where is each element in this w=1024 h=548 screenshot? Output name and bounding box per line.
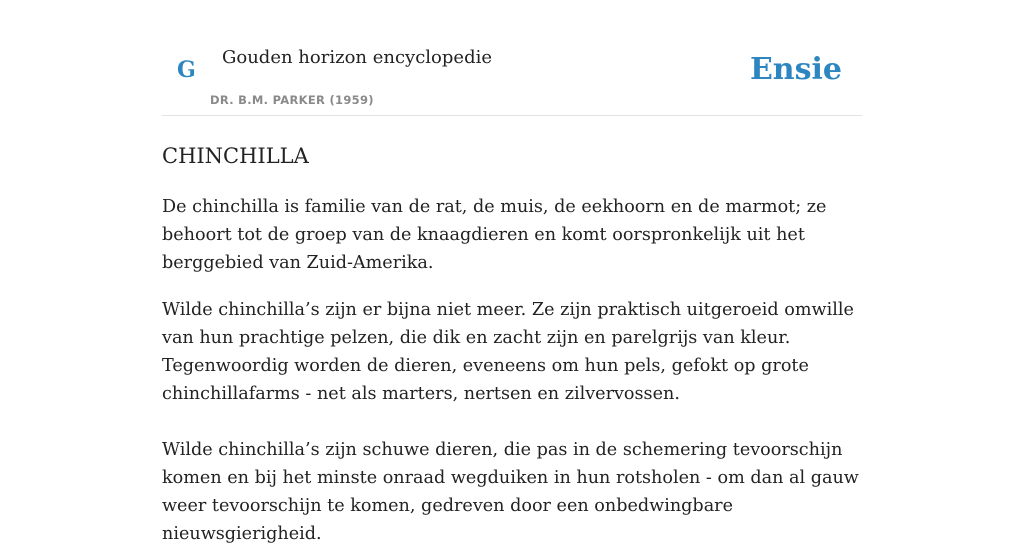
paragraph-1: De chinchilla is familie van de rat, de muis, de eekhoorn en de marmot; ze behoort tot de groep van de knaagdieren en komt oorspronkelijk uit het berggebied van Zuid-Amerika. [162, 197, 827, 273]
paragraph-2: Wilde chinchilla’s zijn er bijna niet meer. Ze zijn praktisch uitgeroeid omwille van hun prachtige pelzen, die dik en zacht zijn en parelgrijs van kleur. Tegenwoordig worden de dieren, eveneens om hun pels, gefokt op grote chinchillafarms - net als marters, nertsen en zilvervossen. [162, 300, 854, 404]
article-body [162, 193, 862, 548]
header [162, 0, 862, 116]
source-logo[interactable]: G [177, 57, 196, 83]
entry-title: CHINCHILLA [162, 144, 309, 168]
book-author: DR. B.M. PARKER (1959) [210, 93, 374, 107]
page [162, 0, 862, 548]
paragraph-3: Wilde chinchilla’s zijn schuwe dieren, die pas in de schemering tevoorschijn komen en bij het minste onraad wegduiken in hun rotsholen - om dan al gauw weer tevoorschijn te komen, gedreven door een onbedwingbare nieuwsgierigheid. [162, 440, 859, 544]
book-title[interactable]: Gouden horizon encyclopedie [222, 47, 492, 68]
brand-logo[interactable]: Ensie [749, 52, 842, 87]
